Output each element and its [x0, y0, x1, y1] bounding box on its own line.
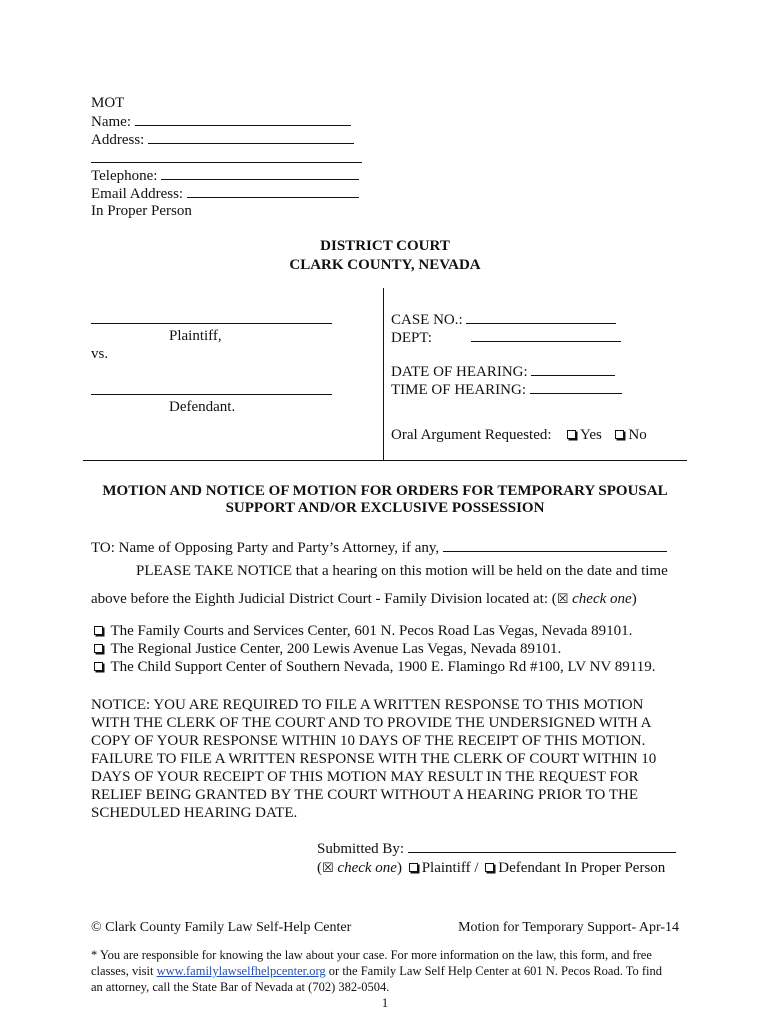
email-row	[91, 184, 359, 203]
submitted-by-row	[317, 839, 676, 858]
location-3-checkbox[interactable]	[94, 662, 103, 671]
telephone-label: Telephone:	[91, 168, 158, 184]
hearing-time-label: TIME OF HEARING:	[391, 382, 526, 398]
email-label: Email Address:	[91, 186, 184, 202]
court-county: CLARK COUNTY, NEVADA	[289, 257, 481, 273]
mot-label: MOT	[91, 95, 125, 111]
oral-yes-label: Yes	[580, 427, 602, 443]
footer-copyright: © Clark County Family Law Self-Help Center	[91, 920, 352, 935]
warning-line-3: COPY OF YOUR RESPONSE WITHIN 10 DAYS OF THE RECEIPT OF THIS MOTION.	[91, 733, 646, 749]
location-3-label: The Child Support Center of Southern Nevada, 1900 E. Flamingo Rd #100, LV NV 89119.	[110, 659, 656, 675]
defendant-label: Defendant.	[169, 399, 236, 415]
defendant-role-label: Defendant In Proper Person	[498, 860, 666, 876]
checked-box-icon: ☒	[556, 592, 569, 607]
warning-line-5: DAYS OF YOUR RECEIPT OF THIS MOTION MAY RESULT IN THE REQUEST FOR	[91, 769, 639, 785]
submitted-by-field[interactable]	[408, 839, 676, 853]
role-checked-box-icon: ☒	[322, 861, 334, 876]
location-1-label: The Family Courts and Services Center, 601 N. Pecos Road Las Vegas, Nevada 89101.	[110, 623, 633, 639]
notice-line-1: PLEASE TAKE NOTICE that a hearing on this motion will be held on the date and time	[136, 563, 668, 579]
self-help-center-link[interactable]: www.familylawselfhelpcenter.org	[156, 964, 326, 978]
oral-no-label: No	[628, 427, 647, 443]
plaintiff-role-label: Plaintiff /	[421, 860, 479, 876]
name-row	[91, 112, 351, 131]
caption-divider-horizontal	[83, 460, 687, 461]
case-no-label: CASE NO.:	[391, 312, 463, 328]
defendant-name-field[interactable]	[91, 394, 332, 395]
warning-line-2: WITH THE CLERK OF THE COURT AND TO PROVIDE THE UNDERSIGNED WITH A	[91, 715, 652, 731]
location-option-2	[94, 640, 561, 658]
dept-label: DEPT:	[391, 330, 432, 346]
caption-divider-vertical	[383, 288, 384, 460]
hearing-date-row	[391, 362, 615, 381]
hearing-time-field[interactable]	[530, 380, 622, 394]
name-field[interactable]	[135, 112, 351, 126]
check-one-label: check one	[572, 591, 632, 607]
footer-note-line-2-end: or the Family Law Self Help Center at 601 N. Pecos Road. To find	[325, 964, 663, 978]
page-number: 1	[381, 996, 389, 1010]
address-label: Address:	[91, 132, 145, 148]
location-option-3	[94, 658, 655, 676]
oral-yes-checkbox[interactable]	[567, 430, 576, 439]
location-2-checkbox[interactable]	[94, 644, 103, 653]
address-field[interactable]	[148, 130, 354, 144]
plaintiff-name-field[interactable]	[91, 323, 332, 324]
location-option-1	[94, 622, 632, 640]
plaintiff-role-checkbox[interactable]	[409, 863, 418, 872]
role-check-one-label: check one	[337, 860, 397, 876]
footer-note-line-2	[91, 963, 662, 979]
hearing-date-field[interactable]	[531, 362, 615, 376]
to-label: TO: Name of Opposing Party and Party’s Attorney, if any,	[91, 540, 440, 556]
location-1-checkbox[interactable]	[94, 626, 103, 635]
case-no-row	[391, 310, 616, 329]
oral-argument-row	[391, 426, 647, 444]
role-close-paren: )	[396, 860, 402, 876]
warning-line-1: NOTICE: YOU ARE REQUIRED TO FILE A WRITTEN RESPONSE TO THIS MOTION	[91, 697, 644, 713]
oral-no-checkbox[interactable]	[615, 430, 624, 439]
vs-label: vs.	[91, 346, 109, 362]
plaintiff-label: Plaintiff,	[169, 328, 222, 344]
telephone-field[interactable]	[161, 166, 359, 180]
case-no-field[interactable]	[466, 310, 616, 324]
motion-title-line-2: SUPPORT AND/OR EXCLUSIVE POSSESSION	[225, 500, 545, 516]
proper-person-label: In Proper Person	[91, 203, 192, 219]
footer-form-title: Motion for Temporary Support- Apr-14	[458, 920, 679, 935]
footer-note-line-3: an attorney, call the State Bar of Nevada at (702) 382-0504.	[91, 980, 390, 994]
warning-line-4: FAILURE TO FILE A WRITTEN RESPONSE WITH THE CLERK OF COURT WITHIN 10	[91, 751, 657, 767]
warning-line-6: RELIEF BEING GRANTED BY THE COURT WITHOUT A HEARING PRIOR TO THE	[91, 787, 639, 803]
telephone-row	[91, 166, 359, 185]
footer-note-line-2-start: classes, visit	[91, 964, 157, 978]
hearing-date-label: DATE OF HEARING:	[391, 364, 528, 380]
role-open-paren: (	[317, 860, 322, 876]
dept-row	[391, 328, 621, 347]
opposing-party-field[interactable]	[443, 538, 667, 552]
submitted-role-row	[317, 859, 665, 878]
dept-field[interactable]	[471, 328, 621, 342]
warning-line-7: SCHEDULED HEARING DATE.	[91, 805, 298, 821]
location-2-label: The Regional Justice Center, 200 Lewis Avenue Las Vegas, Nevada 89101.	[110, 641, 562, 657]
submitted-by-label: Submitted By:	[317, 841, 405, 857]
name-label: Name:	[91, 114, 131, 130]
notice-line-2	[91, 590, 637, 609]
notice-line-2-text: above before the Eighth Judicial District Court - Family Division located at: (	[91, 591, 557, 607]
email-field[interactable]	[187, 184, 359, 198]
address-row	[91, 130, 354, 149]
hearing-time-row	[391, 380, 622, 399]
notice-close-paren: )	[631, 591, 637, 607]
defendant-role-checkbox[interactable]	[485, 863, 494, 872]
motion-title-line-1: MOTION AND NOTICE OF MOTION FOR ORDERS FOR TEMPORARY SPOUSAL	[102, 483, 668, 499]
oral-argument-label: Oral Argument Requested:	[391, 427, 552, 443]
footer-note-line-1: * You are responsible for knowing the law about your case. For more information on the law, this form, and free	[91, 948, 652, 962]
address-line-2[interactable]	[91, 162, 362, 163]
to-row	[91, 538, 667, 557]
court-name: DISTRICT COURT	[320, 238, 450, 254]
